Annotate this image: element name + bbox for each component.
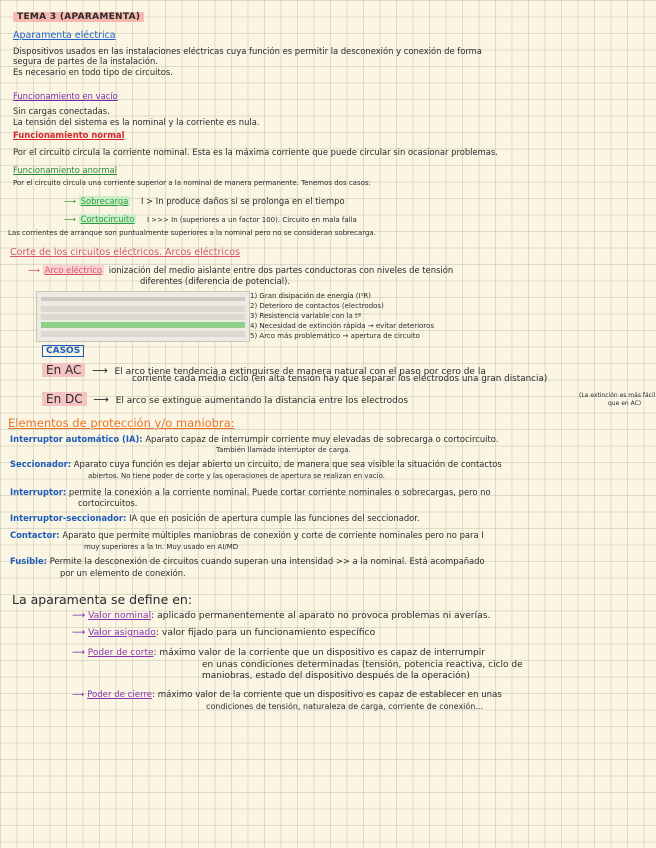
arrow-right-icon: ⟶	[92, 364, 108, 377]
poder-corte-text-2: en unas condiciones determinadas (tensión, potencia reactiva, ciclo de	[202, 660, 523, 670]
aparamenta-line-1: Dispositivos usados en las instalaciones eléctricas cuya función es permitir la desconexión y conexión de forma	[13, 46, 482, 56]
valor-asignado-text: : valor fijado para un funcionamiento específico	[155, 627, 376, 638]
dc-row	[42, 392, 408, 407]
arrow-right-icon: ⟶	[93, 393, 110, 406]
ia-text-1: Aparato capaz de interrumpir corriente muy elevadas de sobrecarga o cortocircuito.	[145, 434, 499, 444]
arco-list-item-1: 1) Gran disipación de energía (I²R)	[250, 292, 371, 300]
valor-nominal-term: Valor nominal	[88, 610, 152, 621]
anormal-line-last: Las corrientes de arranque son puntualmente superiores a la nominal pero no se consideran sobrecarga.	[8, 229, 376, 237]
arrow-right-icon: ⟶	[64, 196, 79, 206]
dc-text: El arco se extingue aumentando la distancia entre los electrodos	[115, 396, 409, 406]
arco-row	[28, 265, 453, 276]
ia-text-2: También llamado interruptor de carga.	[216, 446, 351, 454]
seccionador-term: Seccionador:	[10, 459, 72, 469]
arco-term: Arco eléctrico	[44, 265, 103, 275]
normal-heading: Funcionamiento normal	[13, 130, 125, 140]
casos-label: CASOS	[42, 345, 84, 357]
arco-list-item-2: 2) Deterioro de contactos (electrodos)	[250, 302, 384, 310]
poder-cierre-text-1: : máximo valor de la corriente que un dispositivo es capaz de establecer en unas	[152, 690, 502, 700]
define-item	[72, 648, 485, 659]
arrow-right-icon: ⟶	[64, 214, 79, 224]
contactor-text-1: Aparato que permite múltiples maniobras de conexión y corte de corriente nominales pero no para I	[62, 530, 484, 540]
seccionador-text-2: abiertos. No tiene poder de corte y las operaciones de apertura se realizan en vacío.	[88, 472, 385, 480]
poder-corte-text-1: : máximo valor de la corriente que un dispositivo es capaz de interrumpir	[153, 648, 485, 658]
arrow-right-icon: ⟶	[72, 690, 88, 700]
dc-note-2: que en AC)	[608, 400, 642, 407]
vacio-line-1: Sin cargas conectadas.	[13, 106, 110, 116]
interruptor-seccionador-text-1: IA que en posición de apertura cumple las funciones del seccionador.	[129, 513, 420, 523]
poder-corte-text-3: maniobras, estado del dispositivo después de la operación)	[202, 671, 470, 681]
arco-text-2: diferentes (diferencia de potencial).	[140, 276, 291, 286]
dc-label: En DC	[42, 392, 87, 406]
arco-list-item-4: 4) Necesidad de extinción rápida → evitar deterioros	[250, 322, 434, 330]
arco-list-item-3: 3) Resistencia variable con la tª	[250, 312, 362, 320]
fusible-text-1: Permite la desconexión de circuitos cuando superan una intensidad >> a la nominal. Está acompañado	[49, 556, 485, 566]
aparamenta-line-3: Es necesario en todo tipo de circuitos.	[13, 67, 173, 77]
vacio-heading: Funcionamiento en vacío	[13, 91, 118, 101]
poder-cierre-text-2: condiciones de tensión, naturaleza de carga, corriente de conexión...	[206, 702, 483, 711]
proteccion-heading: Elementos de protección y/o maniobra:	[8, 416, 235, 430]
proteccion-item	[10, 487, 491, 498]
contactor-text-2: muy superiores a la In. Muy usado en AI/MD	[84, 543, 239, 551]
ac-text-2: corriente cada medio ciclo (en alta tensión hay que separar los electrodos una gran distancia)	[132, 374, 548, 384]
anormal-heading: Funcionamiento anormal	[13, 165, 117, 175]
ac-label: En AC	[42, 363, 85, 377]
poder-cierre-term: Poder de cierre	[87, 690, 153, 700]
fusible-term: Fusible:	[10, 556, 48, 566]
define-item	[72, 690, 502, 701]
arrow-right-icon: ⟶	[72, 610, 89, 621]
interruptor-seccionador-term: Interruptor-seccionador:	[10, 513, 127, 523]
page-title: TEMA 3 (APARAMENTA)	[13, 11, 144, 23]
sobrecarga-term: Sobrecarga	[80, 196, 129, 206]
vacio-line-2: La tensión del sistema es la nominal y la corriente es nula.	[13, 117, 260, 127]
arco-text-1: ionización del medio aislante entre dos partes conductoras con niveles de tensión	[108, 265, 454, 275]
valor-nominal-text: : aplicado permanentemente al aparato no provoca problemas ni averías.	[151, 610, 491, 621]
ac-text-1: El arco tiene tendencia a extinguirse de manera natural con el paso por cero de la	[114, 367, 486, 377]
seccionador-text-1: Aparato cuya función es dejar abierto un circuito, de manera que sea visible la situación de contactos	[73, 459, 502, 469]
sobrecarga-text: I > In produce daños si se prolonga en el tiempo	[141, 196, 345, 206]
embedded-quiz-image	[36, 291, 250, 342]
arrow-right-icon: ⟶	[72, 648, 88, 658]
define-item	[72, 627, 375, 638]
proteccion-item	[10, 556, 485, 567]
interruptor-text-1: permite la conexión a la corriente nominal. Puede cortar corriente nominales o sobrecargas, pero no	[68, 487, 491, 497]
arco-list-item-5: 5) Arco más problemático → apertura de circuito	[250, 332, 420, 340]
valor-asignado-term: Valor asignado	[88, 627, 156, 638]
normal-line-1: Por el circuito circula la corriente nominal. Esta es la máxima corriente que puede circular sin ocasionar problemas.	[13, 147, 498, 157]
proteccion-item	[10, 530, 484, 541]
aparamenta-heading: Aparamenta eléctrica	[13, 30, 116, 41]
define-item	[72, 610, 490, 621]
define-heading: La aparamenta se define en:	[12, 592, 193, 607]
contactor-term: Contactor:	[10, 530, 60, 540]
cortocircuito-row	[64, 214, 357, 225]
arrow-right-icon: ⟶	[72, 627, 89, 638]
cortocircuito-term: Cortocircuito	[80, 214, 135, 224]
proteccion-item	[10, 513, 420, 524]
poder-corte-term: Poder de corte	[87, 648, 154, 658]
ia-term: Interruptor automático (IA):	[10, 434, 143, 444]
arrow-right-icon: ⟶	[28, 265, 43, 275]
sobrecarga-row	[64, 196, 345, 207]
anormal-line-1: Por el circuito circula una corriente superior a la nominal de manera permanente. Tenemos dos casos:	[13, 179, 371, 187]
proteccion-item	[10, 434, 498, 445]
dc-note-1: (La extinción es más fácil	[579, 392, 656, 399]
interruptor-term: Interruptor:	[10, 487, 67, 497]
corte-heading: Corte de los circuitos eléctricos. Arcos eléctricos	[10, 247, 241, 258]
proteccion-item	[10, 459, 502, 470]
cortocircuito-text: I >>> In (superiores a un factor 100). Circuito en mala falla	[147, 216, 357, 224]
fusible-text-2: por un elemento de conexión.	[60, 568, 186, 578]
aparamenta-line-2: segura de partes de la instalación.	[13, 56, 159, 66]
interruptor-text-2: cortocircuitos.	[78, 498, 138, 508]
